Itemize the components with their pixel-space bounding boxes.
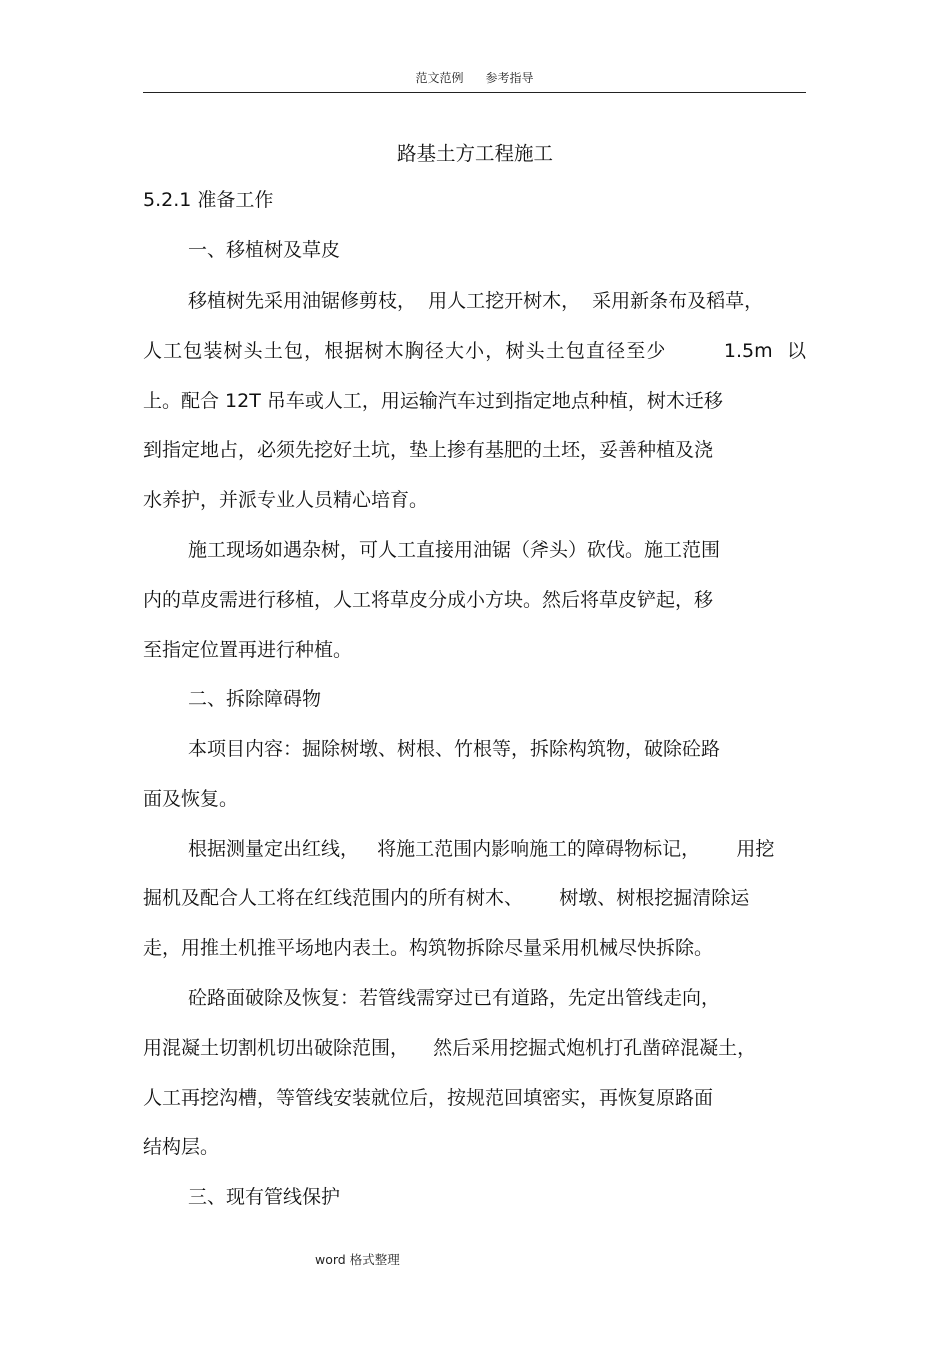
header-left-text: 范文范例 — [415, 71, 464, 85]
subheading-transplant: 一、移植树及草皮 — [188, 239, 341, 261]
paragraph-line: 至指定位置再进行种植。 — [143, 639, 353, 661]
paragraph-line: 走，用推土机推平场地内表土。构筑物拆除尽量采用机械尽快拆除。 — [143, 937, 714, 959]
section-heading: 5.2.1 准备工作 — [143, 189, 274, 211]
header-right-text: 参考指导 — [485, 71, 534, 85]
subheading-remove-obstacles: 二、拆除障碍物 — [188, 688, 322, 710]
paragraph-line: 根据测量定出红线， 将施工范围内影响施工的障碍物标记， 用挖 — [188, 838, 775, 860]
paragraph-line: 用混凝土切割机切出破除范围， 然后采用挖掘式炮机打孔凿碎混凝土， — [143, 1037, 757, 1059]
paragraph-line: 施工现场如遇杂树，可人工直接用油锯（斧头）砍伐。施工范围 — [188, 539, 721, 561]
subheading-pipeline-protection: 三、现有管线保护 — [188, 1186, 341, 1208]
page-header — [143, 64, 806, 93]
paragraph-line: 人工再挖沟槽，等管线安装就位后，按规范回填密实，再恢复原路面 — [143, 1087, 714, 1109]
paragraph-line: 人工包装树头土包，根据树木胸径大小，树头土包直径至少 1.5m 以 — [143, 340, 806, 362]
paragraph-line: 上。配合 12T 吊车或人工，用运输汽车过到指定地点种植，树木迁移 — [143, 390, 723, 412]
paragraph-line: 砼路面破除及恢复：若管线需穿过已有道路，先定出管线走向， — [188, 987, 721, 1009]
page-footer: word 格式整理 — [315, 1252, 400, 1267]
paragraph-line: 内的草皮需进行移植，人工将草皮分成小方块。然后将草皮铲起，移 — [143, 589, 714, 611]
paragraph-line: 本项目内容：掘除树墩、树根、竹根等，拆除构筑物，破除砼路 — [188, 738, 721, 760]
document-title: 路基土方工程施工 — [396, 142, 553, 165]
paragraph-line: 到指定地占，必须先挖好土坑，垫上掺有基肥的土坯，妥善种植及浇 — [143, 439, 714, 461]
paragraph-line: 水养护，并派专业人员精心培育。 — [143, 489, 429, 511]
paragraph-line: 移植树先采用油锯修剪枝， 用人工挖开树木， 采用新条布及稻草， — [188, 290, 764, 312]
paragraph-line: 掘机及配合人工将在红线范围内的所有树木、 树墩、树根挖掘清除运 — [143, 887, 750, 909]
paragraph-line: 结构层。 — [143, 1136, 220, 1158]
paragraph-line: 面及恢复。 — [143, 788, 239, 810]
